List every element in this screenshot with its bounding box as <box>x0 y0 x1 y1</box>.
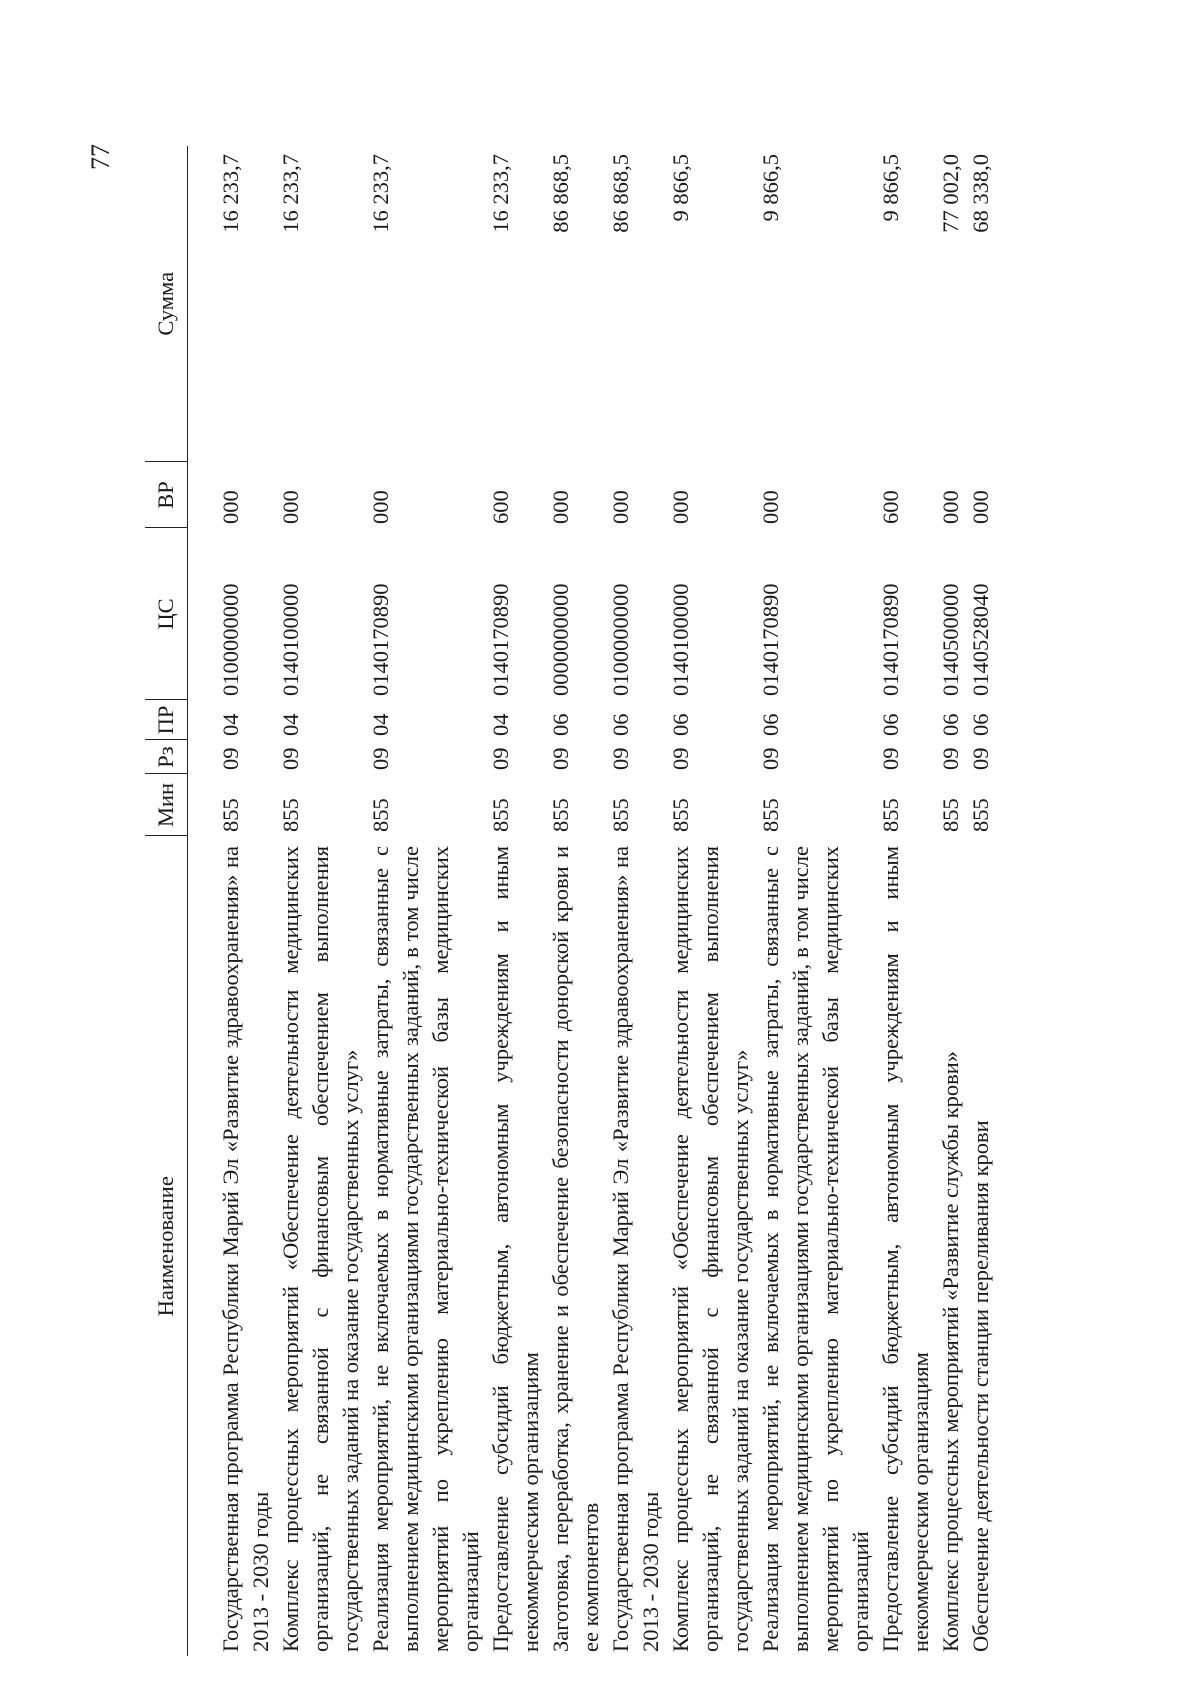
row-rz-cell: 09 <box>488 747 513 770</box>
row-rz-cell: 09 <box>878 747 903 770</box>
header-sum: Сумма <box>145 146 188 462</box>
row-min-cell: 855 <box>668 798 693 832</box>
row-min-cell: 855 <box>218 798 243 832</box>
row-vr-cell: 000 <box>968 490 993 524</box>
row-sum-cell: 86 868,5 <box>548 154 573 233</box>
row-cs-cell: 0140100000 <box>278 583 303 696</box>
row-rz-cell: 09 <box>668 747 693 770</box>
row-cs-cell: 0140500000 <box>938 583 963 696</box>
row-vr-cell: 000 <box>218 490 243 524</box>
row-cs-cell: 0140170890 <box>758 583 783 696</box>
row-vr-cell: 000 <box>608 490 633 524</box>
row-sum-cell: 9 866,5 <box>878 154 903 222</box>
row-rz-cell: 09 <box>608 747 633 770</box>
row-vr-cell: 000 <box>368 490 393 524</box>
budget-table <box>145 146 996 1656</box>
row-pr-cell: 04 <box>368 713 393 736</box>
row-name-cell: Заготовка, переработка, хранение и обеспечение безопасности донорской крови и ее компонентов <box>548 846 603 1652</box>
row-cs-cell: 0140170890 <box>368 583 393 696</box>
row-min-cell: 855 <box>938 798 963 832</box>
row-rz-cell: 09 <box>218 747 243 770</box>
row-cs-cell: 0140528040 <box>968 583 993 696</box>
table-row <box>936 146 966 1656</box>
table-row <box>486 146 546 1656</box>
table-row <box>188 146 277 1656</box>
row-pr-cell: 06 <box>608 713 633 736</box>
row-name-cell: Предоставление субсидий бюджетным, автономным учреждениям и иным некоммерческим организациям <box>488 846 543 1652</box>
row-sum-cell: 16 233,7 <box>218 154 243 233</box>
row-cs-cell: 0140100000 <box>668 583 693 696</box>
row-pr-cell: 06 <box>548 713 573 736</box>
row-sum-cell: 16 233,7 <box>368 154 393 233</box>
row-name-cell: Государственная программа Республики Марий Эл «Развитие здравоохранения» на 2013 - 2030 годы <box>218 846 273 1652</box>
row-rz-cell: 09 <box>968 747 993 770</box>
row-min-cell: 855 <box>368 798 393 832</box>
header-vr: ВР <box>145 462 188 528</box>
table-row <box>546 146 606 1656</box>
row-name-cell: Комплекс процессных мероприятий «Развитие службы крови» <box>938 1050 963 1652</box>
row-min-cell: 855 <box>608 798 633 832</box>
row-pr-cell: 06 <box>968 713 993 736</box>
row-vr-cell: 000 <box>758 490 783 524</box>
row-sum-cell: 9 866,5 <box>758 154 783 222</box>
row-vr-cell: 000 <box>668 490 693 524</box>
table-row <box>756 146 876 1656</box>
row-sum-cell: 16 233,7 <box>488 154 513 233</box>
row-min-cell: 855 <box>548 798 573 832</box>
row-pr-cell: 06 <box>938 713 963 736</box>
row-pr-cell: 04 <box>218 713 243 736</box>
page-number: 77 <box>86 144 115 170</box>
row-name-cell: Реализация мероприятий, не включаемых в нормативные затраты, связанные с выполнением медицинскими организациями государственных заданий, в том числе мероприятий по укреплению материально-технической базы медицинских организаций <box>368 846 483 1652</box>
table-header-row <box>145 146 188 1656</box>
row-pr-cell: 04 <box>488 713 513 736</box>
header-name: Наименование <box>145 836 188 1656</box>
row-vr-cell: 600 <box>488 490 513 524</box>
row-vr-cell: 600 <box>878 490 903 524</box>
row-vr-cell: 000 <box>938 490 963 524</box>
row-pr-cell: 06 <box>758 713 783 736</box>
row-name-cell: Комплекс процессных мероприятий «Обеспечение деятельности медицинских организаций, не связанной с финансовым обеспечением выполнения государственных заданий на оказание государственных услуг» <box>278 846 363 1652</box>
row-name-cell: Комплекс процессных мероприятий «Обеспечение деятельности медицинских организаций, не связанной с финансовым обеспечением выполнения государственных заданий на оказание государственных услуг» <box>668 846 753 1652</box>
row-rz-cell: 09 <box>368 747 393 770</box>
table-row <box>606 146 666 1656</box>
table-row <box>666 146 756 1656</box>
row-cs-cell: 0000000000 <box>548 583 573 696</box>
row-min-cell: 855 <box>968 798 993 832</box>
row-min-cell: 855 <box>758 798 783 832</box>
header-cs: ЦС <box>145 528 188 700</box>
row-sum-cell: 77 002,0 <box>938 154 963 233</box>
row-cs-cell: 0100000000 <box>218 583 243 696</box>
row-rz-cell: 09 <box>278 747 303 770</box>
row-name-cell: Реализация мероприятий, не включаемых в нормативные затраты, связанные с выполнением медицинскими организациями государственных заданий, в том числе мероприятий по укреплению материально-технической базы медицинских организаций <box>758 846 873 1652</box>
row-min-cell: 855 <box>878 798 903 832</box>
row-min-cell: 855 <box>278 798 303 832</box>
row-sum-cell: 16 233,7 <box>278 154 303 233</box>
row-sum-cell: 86 868,5 <box>608 154 633 233</box>
row-name-cell: Государственная программа Республики Марий Эл «Развитие здравоохранения» на 2013 - 2030 годы <box>608 846 663 1652</box>
table-row <box>966 146 996 1656</box>
row-pr-cell: 06 <box>878 713 903 736</box>
row-rz-cell: 09 <box>938 747 963 770</box>
budget-table-sheet <box>145 126 1045 1656</box>
header-min: Мин <box>145 774 188 836</box>
row-sum-cell: 9 866,5 <box>668 154 693 222</box>
row-name-cell: Обеспечение деятельности станции переливания крови <box>968 1120 993 1652</box>
header-rz: Рз <box>145 740 188 774</box>
table-row <box>876 146 936 1656</box>
row-name-cell: Предоставление субсидий бюджетным, автономным учреждениям и иным некоммерческим организациям <box>878 846 933 1652</box>
row-sum-cell: 68 338,0 <box>968 154 993 233</box>
row-cs-cell: 0100000000 <box>608 583 633 696</box>
row-min-cell: 855 <box>488 798 513 832</box>
row-pr-cell: 06 <box>668 713 693 736</box>
table-row <box>366 146 486 1656</box>
row-pr-cell: 04 <box>278 713 303 736</box>
row-vr-cell: 000 <box>548 490 573 524</box>
row-rz-cell: 09 <box>548 747 573 770</box>
row-cs-cell: 0140170890 <box>488 583 513 696</box>
row-cs-cell: 0140170890 <box>878 583 903 696</box>
row-vr-cell: 000 <box>278 490 303 524</box>
table-row <box>276 146 366 1656</box>
row-rz-cell: 09 <box>758 747 783 770</box>
header-pr: ПР <box>145 700 188 740</box>
